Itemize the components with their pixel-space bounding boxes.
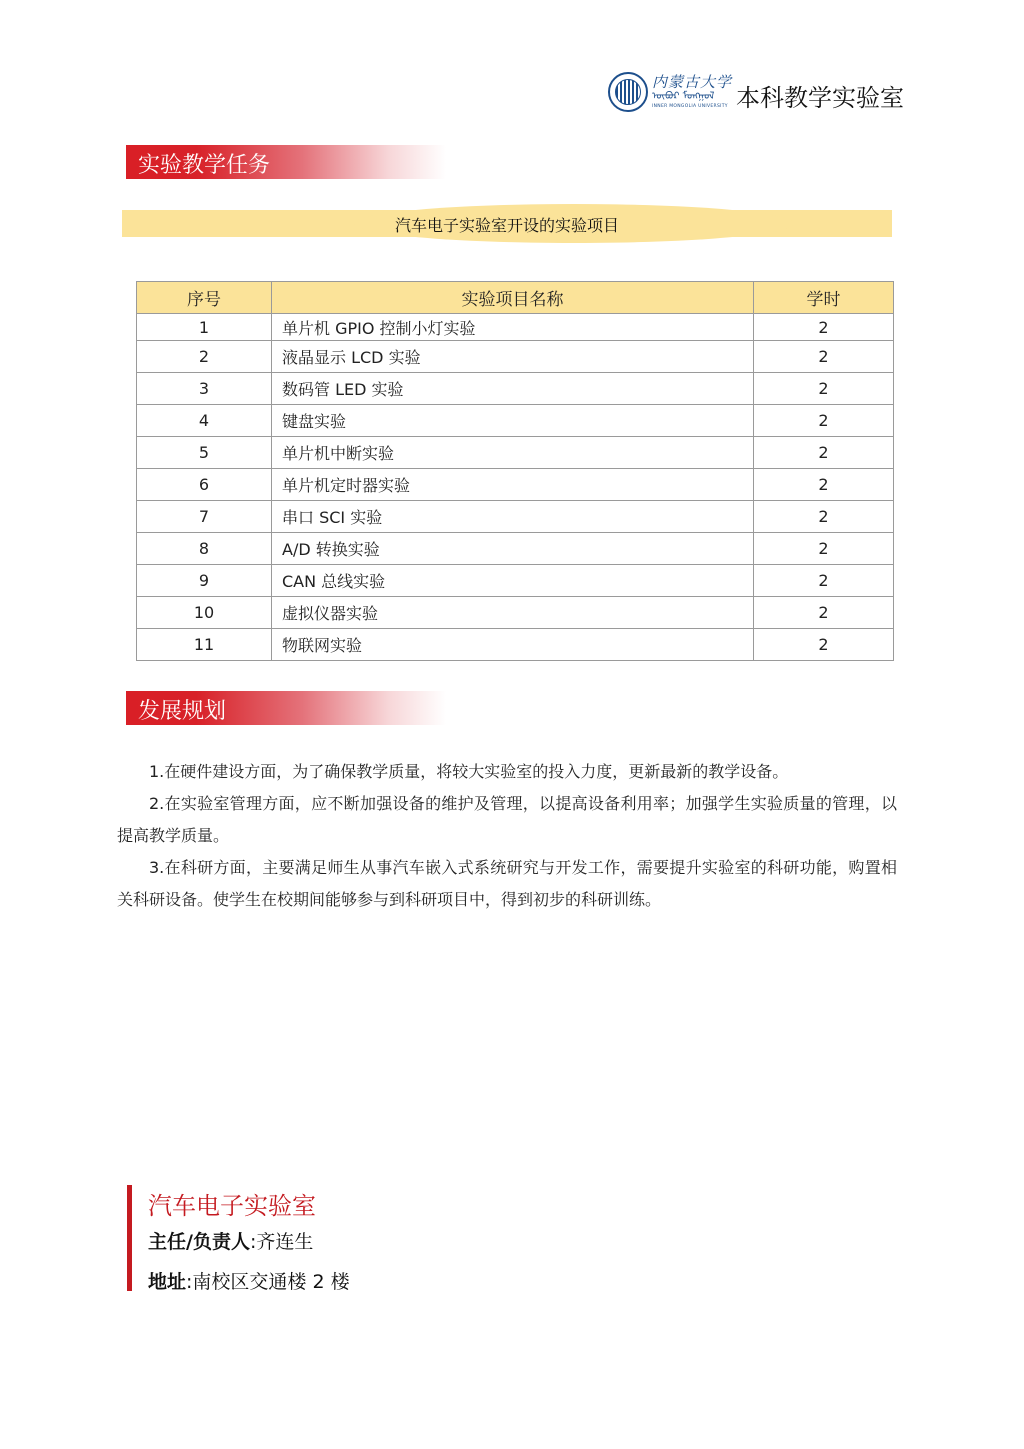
row-name: 数码管 LED 实验 xyxy=(272,373,754,405)
row-hours: 2 xyxy=(754,314,894,341)
table-row xyxy=(137,405,894,437)
table-header-row xyxy=(137,282,894,314)
row-number: 11 xyxy=(137,629,272,661)
section-banner-plan xyxy=(126,691,446,725)
address-label: 地址 xyxy=(148,1271,187,1293)
table-row xyxy=(137,597,894,629)
column-header-name: 实验项目名称 xyxy=(272,282,754,314)
row-hours: 2 xyxy=(754,373,894,405)
table-row xyxy=(137,469,894,501)
row-hours: 2 xyxy=(754,533,894,565)
row-name: 单片机中断实验 xyxy=(272,437,754,469)
row-number: 5 xyxy=(137,437,272,469)
director-label: 主任/负责人 xyxy=(148,1231,250,1253)
row-name: 单片机定时器实验 xyxy=(272,469,754,501)
section-banner-tasks xyxy=(126,145,446,179)
row-number: 3 xyxy=(137,373,272,405)
director-row xyxy=(148,1227,313,1254)
row-number: 8 xyxy=(137,533,272,565)
row-number: 6 xyxy=(137,469,272,501)
university-seal-icon xyxy=(608,72,648,112)
header-title: 本科教学实验室 xyxy=(736,83,904,112)
table-row xyxy=(137,501,894,533)
plan-item-3: 3.在科研方面，主要满足师生从事汽车嵌入式系统研究与开发工作，需要提升实验室的科研功能，购置相关科研设备。使学生在校期间能够参与到科研项目中，得到初步的科研训练。 xyxy=(117,858,897,909)
row-hours: 2 xyxy=(754,469,894,501)
row-hours: 2 xyxy=(754,405,894,437)
row-name: 虚拟仪器实验 xyxy=(272,597,754,629)
experiments-table xyxy=(136,281,894,661)
section-title-tasks: 实验教学任务 xyxy=(138,153,271,178)
row-name: CAN 总线实验 xyxy=(272,565,754,597)
table-row xyxy=(137,437,894,469)
row-hours: 2 xyxy=(754,437,894,469)
table-row xyxy=(137,373,894,405)
row-number: 10 xyxy=(137,597,272,629)
page-header xyxy=(608,70,904,114)
row-name: A/D 转换实验 xyxy=(272,533,754,565)
row-name: 物联网实验 xyxy=(272,629,754,661)
table-row xyxy=(137,565,894,597)
row-hours: 2 xyxy=(754,341,894,373)
lab-contact-block xyxy=(127,1185,532,1291)
row-number: 1 xyxy=(137,314,272,341)
row-hours: 2 xyxy=(754,597,894,629)
director-value: :齐连生 xyxy=(249,1231,314,1253)
row-number: 9 xyxy=(137,565,272,597)
address-row xyxy=(148,1267,350,1294)
row-number: 4 xyxy=(137,405,272,437)
column-header-number: 序号 xyxy=(137,282,272,314)
logo-mongolian-name: ᠥᠪᠦᠷ ᠮᠣᠩᠭᠣᠯ xyxy=(651,90,715,102)
row-hours: 2 xyxy=(754,629,894,661)
table-row xyxy=(137,629,894,661)
row-hours: 2 xyxy=(754,565,894,597)
section-title-plan: 发展规划 xyxy=(138,699,227,724)
table-row xyxy=(137,341,894,373)
row-number: 7 xyxy=(137,501,272,533)
row-name: 串口 SCI 实验 xyxy=(272,501,754,533)
development-plan xyxy=(117,756,897,916)
plan-item-2: 2.在实验室管理方面，应不断加强设备的维护及管理，以提高设备利用率；加强学生实验质量的管理，以提高教学质量。 xyxy=(117,794,897,845)
logo-english-name: INNER MONGOLIA UNIVERSITY xyxy=(651,103,728,109)
address-value: :南校区交通楼 2 楼 xyxy=(186,1271,350,1293)
row-number: 2 xyxy=(137,341,272,373)
university-logo xyxy=(651,72,732,110)
table-caption xyxy=(122,210,892,237)
table-row xyxy=(137,314,894,341)
lab-name: 汽车电子实验室 xyxy=(148,1192,316,1220)
logo-chinese-name: 内蒙古大学 xyxy=(651,72,732,91)
row-hours: 2 xyxy=(754,501,894,533)
plan-item-1: 1.在硬件建设方面，为了确保教学质量，将较大实验室的投入力度，更新最新的教学设备。 xyxy=(149,762,789,781)
row-name: 键盘实验 xyxy=(272,405,754,437)
column-header-hours: 学时 xyxy=(754,282,894,314)
row-name: 单片机 GPIO 控制小灯实验 xyxy=(272,314,754,341)
table-caption-text: 汽车电子实验室开设的实验项目 xyxy=(394,216,619,235)
row-name: 液晶显示 LCD 实验 xyxy=(272,341,754,373)
table-row xyxy=(137,533,894,565)
